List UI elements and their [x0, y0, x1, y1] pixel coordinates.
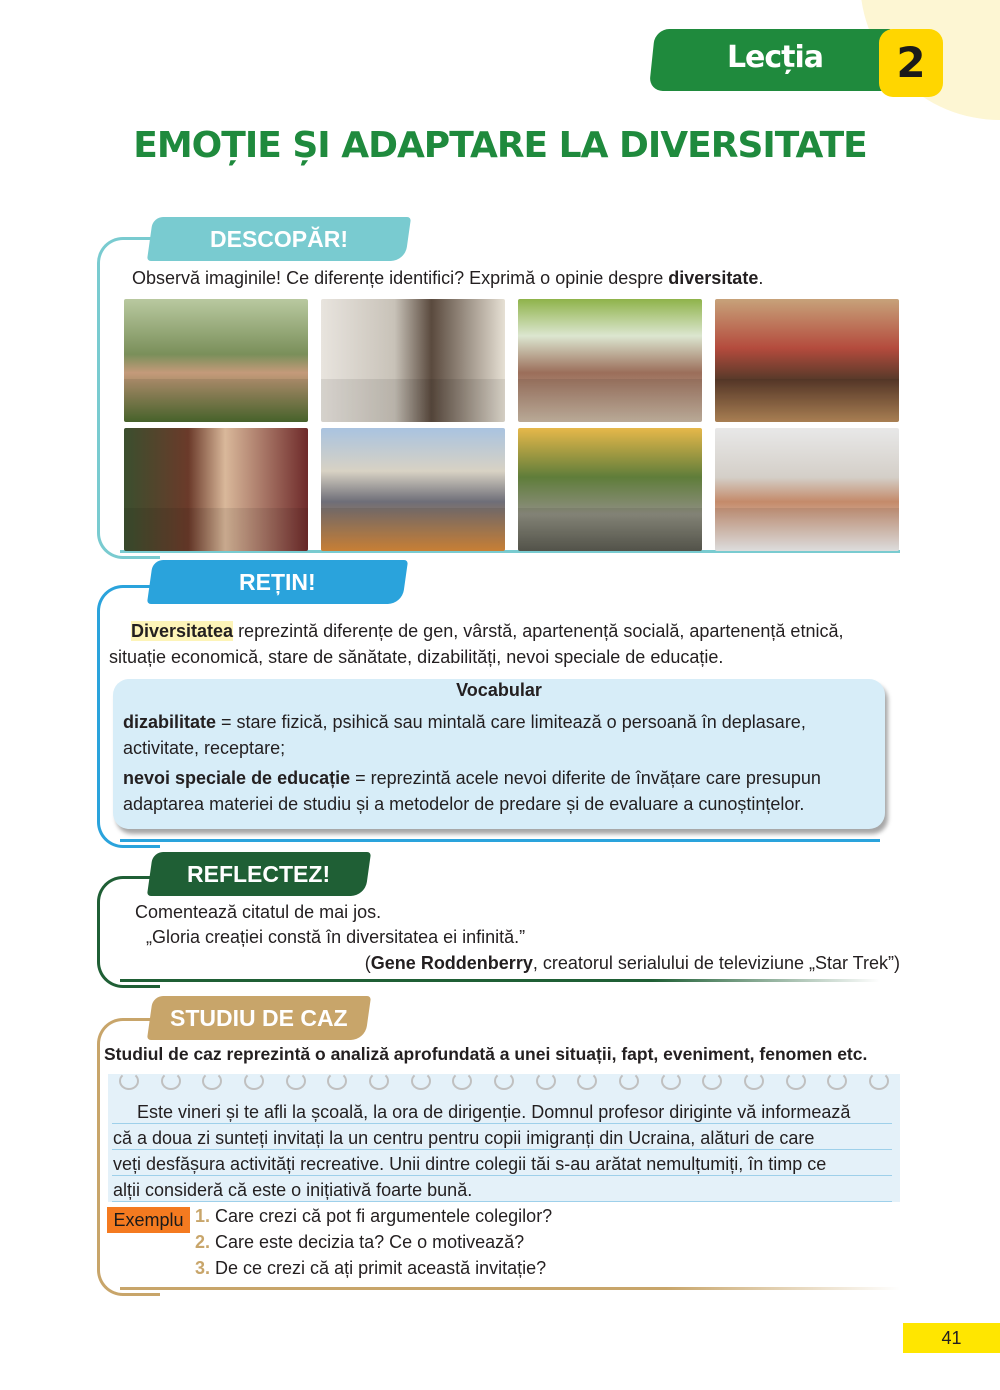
lesson-number: 2: [879, 29, 943, 97]
retin-definition-term: Diversitatea: [131, 621, 234, 641]
retin-bottom-line: [120, 839, 880, 842]
case-line-3: veți desfășura activități recreative. Unii dintre colegii tăi s-au arătat nemulțumiți, în timp ce: [113, 1154, 827, 1174]
descopar-prompt-start: Observă imaginile! Ce diferențe identifici? Exprimă o opinie despre: [132, 268, 669, 288]
example-label: Exemplu: [107, 1207, 190, 1233]
vocabulary-entry-1: [123, 709, 883, 761]
descopar-prompt-end: .: [758, 268, 764, 288]
question-3: [195, 1255, 795, 1281]
question-3-number: 3.: [195, 1258, 211, 1278]
photo-group-of-friends: [124, 299, 308, 422]
reflectez-author-rest: , creatorul serialului de televiziune „Star Trek”): [532, 953, 900, 973]
page-title: EMOȚIE ȘI ADAPTARE LA DIVERSITATE: [133, 125, 867, 166]
lesson-label: Lecția: [726, 40, 824, 75]
ring-icon: [661, 1072, 681, 1090]
photo-african-family: [715, 299, 899, 422]
retin-definition: [109, 618, 909, 670]
question-3-text: De ce crezi că ați primit această invitație?: [215, 1258, 547, 1278]
descopar-tag-label: DESCOPĂR!: [209, 226, 348, 252]
photo-three-women: [124, 428, 308, 551]
descopar-prompt: [132, 265, 892, 291]
reflectez-bottom-line: [120, 979, 880, 982]
retin-definition-line2: situație economică, stare de sănătate, dizabilități, nevoi speciale de educație.: [109, 647, 724, 667]
photo-family-street: [321, 428, 505, 551]
ring-icon: [869, 1072, 889, 1090]
vocab1-term: dizabilitate: [123, 712, 217, 732]
retin-tag-label: REȚIN!: [239, 569, 316, 595]
question-1-number: 1.: [195, 1206, 211, 1226]
studiu-tag-label: STUDIU DE CAZ: [170, 1005, 348, 1031]
studiu-bottom-line: [120, 1287, 900, 1290]
descopar-tag: [147, 217, 411, 261]
ring-icon: [577, 1072, 597, 1090]
vocab2-line1: = reprezintă acele nevoi diferite de învățare care presupun: [350, 768, 821, 788]
studiu-definition: Studiul de caz reprezintă o analiză aprofundată a unei situații, fapt, eveniment, fenomen etc.: [104, 1044, 868, 1064]
ring-icon: [536, 1072, 556, 1090]
photo-laptop-learning: [715, 428, 899, 551]
vocab1-line1: = stare fizică, psihică sau mintală care limitează o persoană în deplasare,: [216, 712, 806, 732]
reflectez-author-open: (: [364, 953, 371, 973]
photo-classroom-children: [518, 299, 702, 422]
ring-icon: [369, 1072, 389, 1090]
question-2: [195, 1229, 795, 1255]
photo-students-hallway: [321, 299, 505, 422]
reflectez-tag: [147, 852, 371, 896]
reflectez-quote: „Gloria creației constă în diversitatea ei infinită.”: [146, 927, 526, 947]
reflectez-author: [300, 950, 900, 976]
case-paragraph: [113, 1099, 913, 1203]
retin-definition-line1: reprezintă diferențe de gen, vârstă, apartenență socială, apartenență etnică,: [233, 621, 844, 641]
ring-icon: [161, 1072, 181, 1090]
question-2-text: Care este decizia ta? Ce o motivează?: [215, 1232, 525, 1252]
vocabulary-title: Vocabular: [456, 680, 542, 700]
ring-icon: [494, 1072, 514, 1090]
notebook-rings: [108, 1072, 900, 1090]
page-number: 41: [903, 1323, 1000, 1353]
ring-icon: [702, 1072, 722, 1090]
descopar-prompt-bold: diversitate: [668, 268, 759, 288]
ring-icon: [619, 1072, 639, 1090]
ring-icon: [244, 1072, 264, 1090]
ring-icon: [411, 1072, 431, 1090]
vocab2-term: nevoi speciale de educație: [123, 768, 351, 788]
vocab2-line2: adaptarea materiei de studiu și a metodelor de predare și de evaluare a cunoștințelor.: [123, 794, 805, 814]
ring-icon: [286, 1072, 306, 1090]
ring-icon: [452, 1072, 472, 1090]
studiu-tag: [147, 996, 371, 1040]
reflectez-instruction: Comentează citatul de mai jos.: [135, 902, 382, 922]
vocabulary-entry-2: [123, 765, 883, 817]
case-line-4: alții consideră că este o inițiativă foarte bună.: [113, 1180, 473, 1200]
ring-icon: [327, 1072, 347, 1090]
vocab1-line2: activitate, receptare;: [123, 738, 286, 758]
question-1-text: Care crezi că pot fi argumentele colegilor?: [215, 1206, 553, 1226]
ring-icon: [744, 1072, 764, 1090]
ring-icon: [119, 1072, 139, 1090]
question-2-number: 2.: [195, 1232, 211, 1252]
question-1: [195, 1203, 795, 1229]
photo-grid: [124, 299, 900, 551]
ring-icon: [786, 1072, 806, 1090]
case-line-2: că a doua zi sunteți invitați la un centru pentru copii imigranți din Ucraina, alături de care: [113, 1128, 815, 1148]
ring-icon: [202, 1072, 222, 1090]
retin-tag: [147, 560, 408, 604]
reflectez-tag-label: REFLECTEZ!: [187, 861, 331, 887]
reflectez-author-name: Gene Roddenberry: [370, 953, 533, 973]
ring-icon: [827, 1072, 847, 1090]
case-line-1: Este vineri și te afli la școală, la ora de dirigenție. Domnul profesor diriginte vă informează: [137, 1102, 851, 1122]
photo-basketball-kids: [518, 428, 702, 551]
